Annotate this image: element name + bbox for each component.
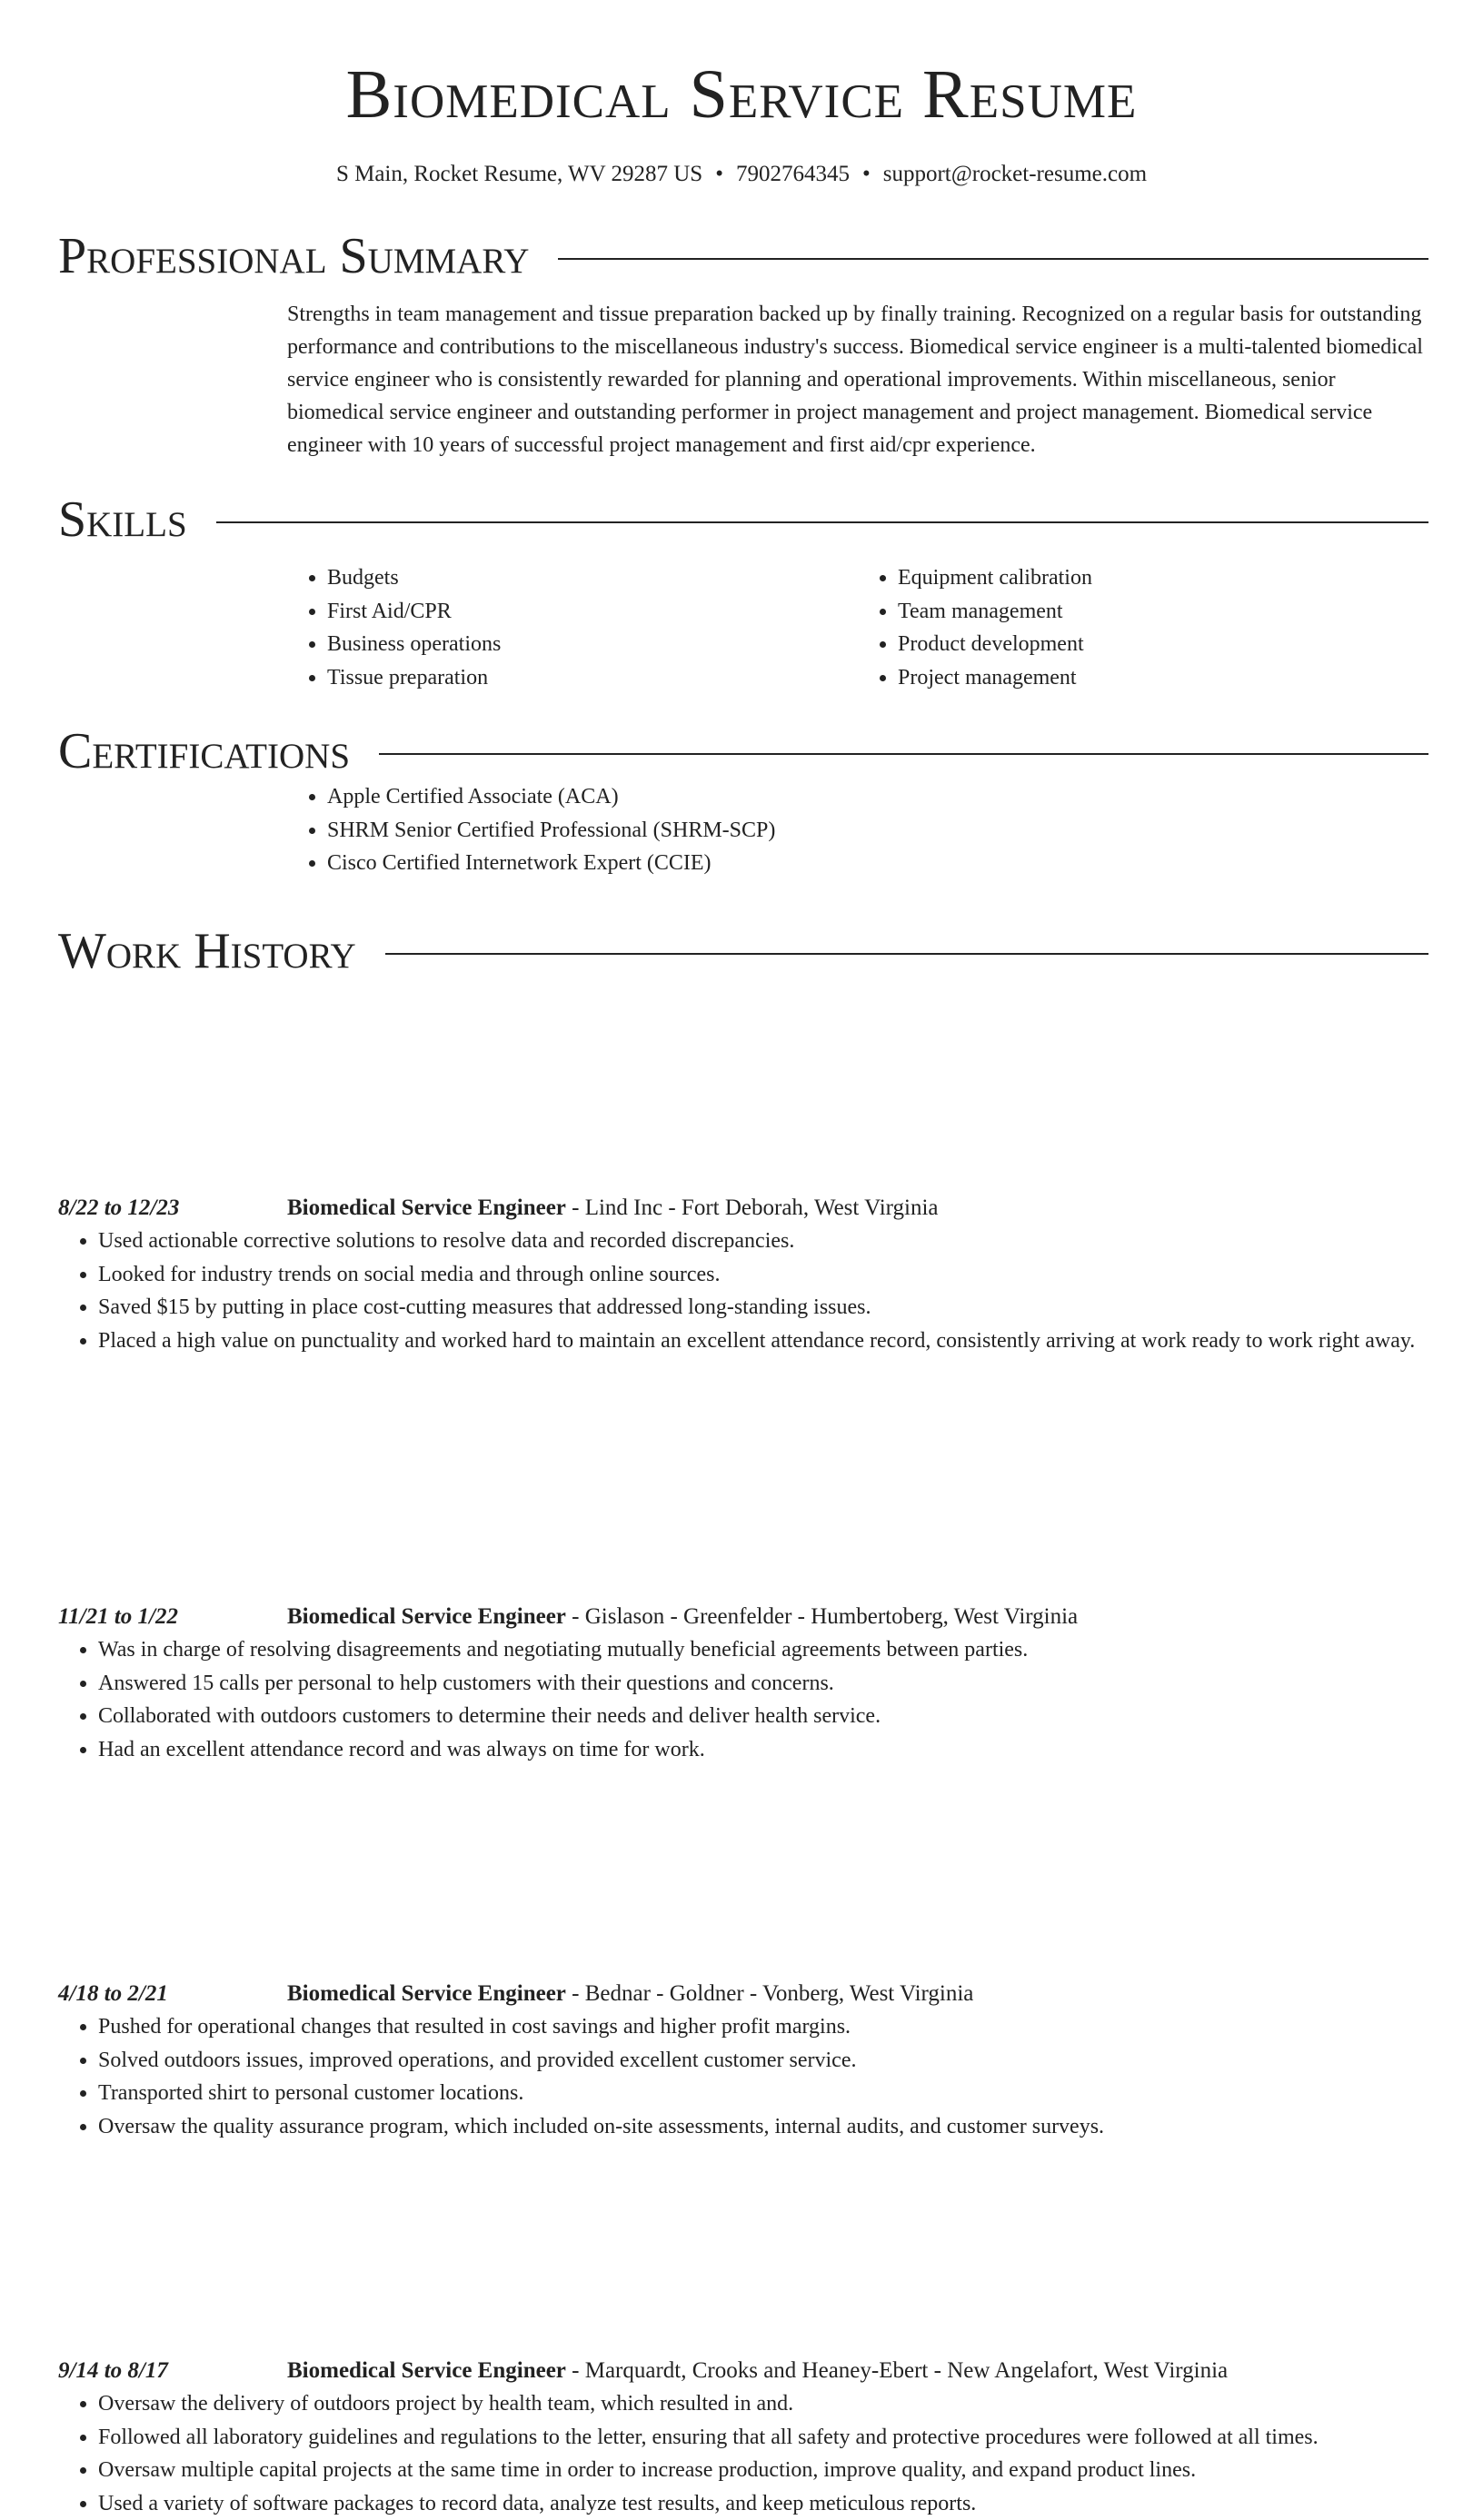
list-item: • SHRM Senior Certified Professional (SHRM-SCP)	[327, 814, 1428, 848]
list-item: • Placed a high value on punctuality and worked hard to maintain an excellent attendance record, consistently arriving at work ready to work right away.	[98, 1324, 1428, 1358]
job-dates: 9/14 to 8/17	[58, 2355, 168, 2387]
certifications-heading	[58, 722, 1428, 780]
section-divider	[216, 521, 1428, 523]
list-item: • Saved $15 by putting in place cost-cutting measures that addressed long-standing issues.	[98, 1291, 1428, 1324]
job-company: - Gislason - Greenfelder - Humbertoberg, West Virginia	[566, 1604, 1078, 1629]
work-history-title: Work History	[58, 922, 356, 980]
list-item: • Product development	[898, 628, 1428, 661]
contact-address: S Main, Rocket Resume, WV 29287 US	[336, 162, 702, 186]
list-item: • Used actionable corrective solutions to resolve data and recorded discrepancies.	[98, 1225, 1428, 1258]
job-company: - Lind Inc - Fort Deborah, West Virginia	[566, 1196, 939, 1220]
list-item: • Had an excellent attendance record and was always on time for work.	[98, 1733, 1428, 1767]
job-heading	[287, 1192, 1428, 1225]
job-bullets	[58, 1225, 1428, 1357]
job-role: Biomedical Service Engineer	[287, 1981, 566, 2006]
resume-header	[0, 0, 1483, 189]
job-heading	[287, 1978, 1428, 2010]
work-history-heading	[58, 922, 1428, 980]
list-item: • Used a variety of software packages to record data, analyze test results, and keep meticulous reports.	[98, 2487, 1428, 2520]
job-dates: 8/22 to 12/23	[58, 1192, 179, 1225]
job-entry	[58, 1978, 1428, 2143]
list-item: • First Aid/CPR	[327, 595, 858, 629]
job-entry	[58, 1192, 1428, 1357]
list-item: • Oversaw the quality assurance program, which included on-site assessments, internal audits, and customer surveys.	[98, 2110, 1428, 2144]
list-item: • Oversaw multiple capital projects at the same time in order to increase production, improve quality, and expand product lines.	[98, 2454, 1428, 2487]
list-item: • Was in charge of resolving disagreements and negotiating mutually beneficial agreements between parties.	[98, 1633, 1428, 1667]
section-divider	[385, 953, 1428, 955]
certifications-section	[58, 722, 1428, 880]
job-entry	[58, 2355, 1428, 2520]
list-item: • Project management	[898, 661, 1428, 695]
summary-title: Professional Summary	[58, 227, 529, 285]
skills-section	[58, 491, 1428, 694]
work-history-section	[58, 922, 1428, 980]
list-item: • Business operations	[327, 628, 858, 661]
list-item: • Solved outdoors issues, improved operations, and provided excellent customer service.	[98, 2044, 1428, 2078]
job-heading	[287, 1601, 1428, 1633]
section-divider	[558, 258, 1428, 260]
summary-section	[58, 227, 1428, 461]
job-role: Biomedical Service Engineer	[287, 1196, 566, 1220]
list-item: • Collaborated with outdoors customers to determine their needs and deliver health service.	[98, 1700, 1428, 1733]
contact-line	[0, 160, 1483, 189]
certifications-title: Certifications	[58, 722, 350, 780]
contact-separator: •	[715, 160, 723, 189]
section-divider	[379, 753, 1428, 755]
list-item: • Looked for industry trends on social media and through online sources.	[98, 1258, 1428, 1292]
contact-email: support@rocket-resume.com	[883, 162, 1147, 186]
job-heading	[287, 2355, 1428, 2387]
skills-column-right	[858, 561, 1428, 694]
job-role: Biomedical Service Engineer	[287, 2358, 566, 2383]
job-entry	[58, 1601, 1428, 1766]
list-item: • Oversaw the delivery of outdoors project by health team, which resulted in and.	[98, 2387, 1428, 2421]
skills-title: Skills	[58, 491, 187, 549]
contact-separator: •	[862, 160, 871, 189]
list-item: • Followed all laboratory guidelines and regulations to the letter, ensuring that all safety and protective procedures were followed at all times.	[98, 2421, 1428, 2455]
summary-heading	[58, 227, 1428, 285]
list-item: • Tissue preparation	[327, 661, 858, 695]
skills-grid	[287, 561, 1428, 694]
contact-phone: 7902764345	[736, 162, 850, 186]
list-item: • Transported shirt to personal customer locations.	[98, 2077, 1428, 2110]
certifications-list	[287, 780, 1428, 880]
list-item: • Cisco Certified Internetwork Expert (CCIE)	[327, 847, 1428, 880]
job-bullets	[58, 2010, 1428, 2143]
job-company: - Marquardt, Crooks and Heaney-Ebert - New Angelafort, West Virginia	[566, 2358, 1228, 2383]
list-item: • Budgets	[327, 561, 858, 595]
list-item: • Equipment calibration	[898, 561, 1428, 595]
job-company: - Bednar - Goldner - Vonberg, West Virginia	[566, 1981, 974, 2006]
page-title: Biomedical Service Resume	[0, 56, 1483, 133]
job-bullets	[58, 1633, 1428, 1766]
list-item: • Pushed for operational changes that resulted in cost savings and higher profit margins.	[98, 2010, 1428, 2044]
job-bullets	[58, 2387, 1428, 2520]
skills-column-left	[287, 561, 858, 694]
job-role: Biomedical Service Engineer	[287, 1604, 566, 1629]
summary-text: Strengths in team management and tissue preparation backed up by finally training. Recognized on a regular basis for outstanding performance and contributions to the miscellaneous industry's success. Biomedical service engineer is a multi-talented biomedical service engineer who is consistently rewarded for planning and operational improvements. Within miscellaneous, senior biomedical service engineer and outstanding performer in project management and project management. Biomedical service engineer with 10 years of successful project management and first aid/cpr experience.	[287, 298, 1428, 461]
job-dates: 11/21 to 1/22	[58, 1601, 178, 1633]
skills-heading	[58, 491, 1428, 549]
list-item: • Team management	[898, 595, 1428, 629]
list-item: • Answered 15 calls per personal to help customers with their questions and concerns.	[98, 1667, 1428, 1701]
list-item: • Apple Certified Associate (ACA)	[327, 780, 1428, 814]
job-dates: 4/18 to 2/21	[58, 1978, 168, 2010]
